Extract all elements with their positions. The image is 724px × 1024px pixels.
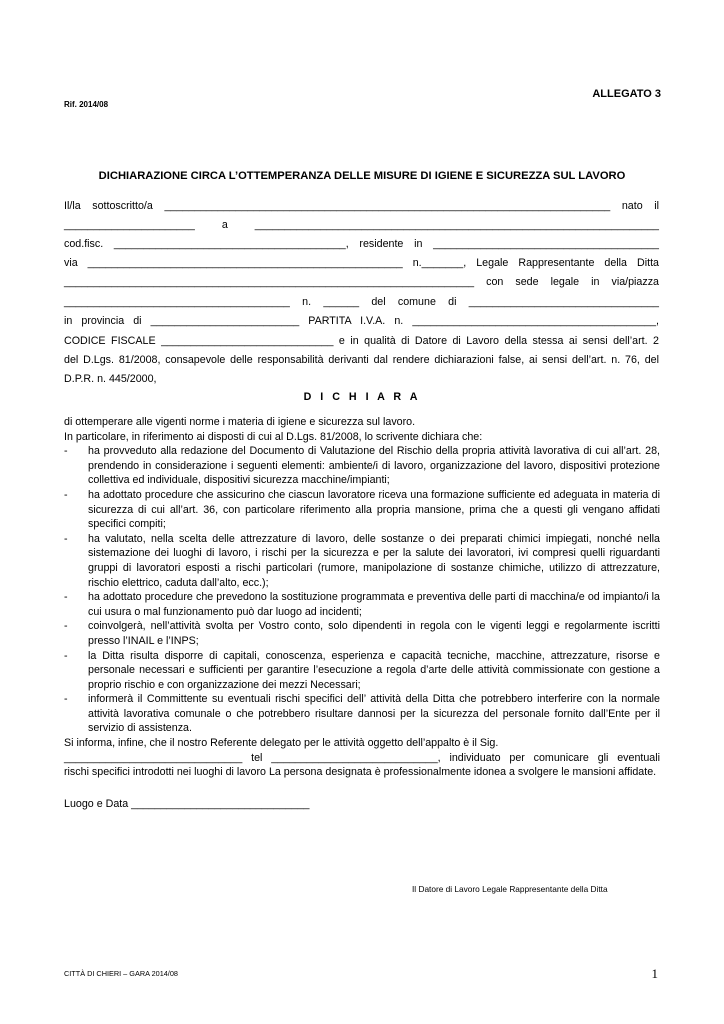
luogo-data-line: Luogo e Data ______________________________ — [64, 797, 310, 810]
bullet-text: la Ditta risulta disporre di capitali, conoscenza, esperienza e capacità tecniche, macchine, attrezzature, risorse e personale necessari e sufficienti per garantire l’esecuzione a regola d’arte delle attività commissionate con gestione a proprio rischio e con organizzazione dei mezzi Necessari; — [88, 649, 660, 691]
closing-line: ______________________________ tel ____________________________, individuato per comunicare gli eventuali — [64, 751, 660, 764]
document-title: DICHIARAZIONE CIRCA L’OTTEMPERANZA DELLE MISURE DI IGIENE E SICUREZZA SUL LAVORO — [98, 170, 626, 182]
declaration-bullet: - ha provveduto alla redazione del Documento di Valutazione del Rischio della propria attività lavorativa di cui all’art. 28, prendendo in considerazione i seguenti elementi: ambiente/i di lavoro, organizzazione del lavoro, dispositivi protezione collettiva ed individuale, dispositivi sicurezza macchine/impianti; — [64, 445, 660, 487]
declaration-bullet: - ha valutato, nella scelta delle attrezzature di lavoro, delle sostanze o dei preparati chimici impiegati, nonché nella sistemazione dei luoghi di lavoro, i rischi per la sicurezza e per la salute dei lavoratori, ivi compresi quelli riguardanti gruppi di lavoratori esposti a rischi particolari (rumore, manipolazione di sostanze chimiche, utilizzo di attrezzature, rischio elettrico, caduta dall’alto, ecc.); — [64, 532, 660, 589]
form-line: D.P.R. n. 445/2000, — [64, 373, 157, 385]
bullet-text: informerà il Committente su eventuali rischi specifici dell’ attività della Ditta che potrebbero interferire con la normale attività lavorativa comunale o che potrebbero risultare dannosi per la sicurezza del personale fornito dall’Ente per il servizio di assistenza. — [88, 693, 660, 735]
allegato-label: ALLEGATO 3 — [592, 88, 661, 100]
closing-line: Si informa, infine, che il nostro Referente delegato per le attività oggetto dell’appalto è il Sig. — [64, 737, 499, 750]
intro-line: di ottemperare alle vigenti norme i materia di igiene e sicurezza sul lavoro. — [64, 416, 416, 428]
closing-line: rischi specifici introdotti nei luoghi di lavoro La persona designata è professionalmente idonea a svolgere le mansioni affidate. — [64, 766, 657, 779]
dichiara-heading: D I C H I A R A — [303, 391, 421, 403]
intro-line: In particolare, in riferimento ai disposti di cui al D.Lgs. 81/2008, lo scrivente dichiara che: — [64, 430, 483, 443]
declaration-bullet: - la Ditta risulta disporre di capitali, conoscenza, esperienza e capacità tecniche, macchine, attrezzature, risorse e personale necessari e sufficienti per garantire l’esecuzione a regola d’arte delle attività commissionate con gestione a proprio rischio e con organizzazione dei mezzi Necessari; — [64, 649, 660, 691]
bullet-text: ha adottato procedure che assicurino che ciascun lavoratore riceva una formazione sufficiente ed adeguata in materia di sicurezza di cui all’art. 36, con particolare riferimento alla propria mansione, prima che a questi gli vengano affidati specifici compiti; — [88, 488, 660, 531]
declaration-bullet: - ha adottato procedure che assicurino che ciascun lavoratore riceva una formazione sufficiente ed adeguata in materia di sicurezza di cui all’art. 36, con particolare riferimento alla propria mansione, prima che a questi gli vengano affidati specifici compiti; — [64, 488, 660, 531]
reference-number: Rif. 2014/08 — [64, 100, 109, 109]
bullet-text: ha provveduto alla redazione del Documento di Valutazione del Rischio della propria attività lavorativa di cui all’art. 28, prendendo in considerazione i seguenti elementi: ambiente/i di lavoro, organizzazione del lavoro, dispositivi protezione collettiva ed individuale, dispositivi sicurezza macchine/impianti; — [88, 445, 660, 487]
page-number: 1 — [651, 966, 658, 981]
bullet-text: coinvolgerà, nell’attività svolta per Vostro conto, solo dipendenti in regola con le vigenti leggi e regolarmente iscritti presso l’INAIL e l’INPS; — [88, 620, 660, 647]
bullet-text: ha valutato, nella scelta delle attrezzature di lavoro, delle sostanze o dei preparati chimici impiegati, nonché nella sistemazione dei luoghi di lavoro, i rischi per la sicurezza e per la salute dei lavoratori, ivi compresi quelli riguardanti gruppi di lavoratori esposti a rischi particolari (rumore, manipolazione di sostanze chimiche, utilizzo di attrezzature, rischio elettrico, caduta dall’alto, ecc.); — [88, 532, 660, 589]
form-line: CODICE FISCALE _____________________________ e in qualità di Datore di Lavoro della stessa ai sensi dell’art. 2 — [64, 335, 659, 347]
footer-text: CITTÀ DI CHIERI – GARA 2014/08 — [64, 969, 178, 978]
form-line: del D.Lgs. 81/2008, consapevole delle responsabilità derivanti dal rendere dichiarazioni false, ai sensi dell’art. n. 76, del — [64, 354, 659, 366]
form-line: ______________________________________ n. ______ del comune di ________________________________ — [64, 296, 659, 308]
form-line: Il/la sottoscritto/a ___________________________________________________________________________ nato il — [64, 200, 659, 212]
form-line: in provincia di _________________________ PARTITA I.V.A. n. _________________________________________, — [64, 315, 659, 327]
form-line: cod.fisc. _______________________________________, residente in ______________________________________ — [64, 238, 659, 250]
form-line: ______________________ a ____________________________________________________________________ — [64, 219, 659, 231]
declaration-bullet: - ha adottato procedure che prevedono la sostituzione programmata e preventiva delle parti di macchina/e od impianto/i la cui usura o mal funzionamento può dar luogo ad incidenti; — [64, 591, 660, 618]
form-line: via _____________________________________________________ n._______, Legale Rappresentante della Ditta — [64, 257, 659, 269]
declaration-bullet: - coinvolgerà, nell’attività svolta per Vostro conto, solo dipendenti in regola con le vigenti leggi e regolarmente iscritti presso l’INAIL e l’INPS; — [64, 620, 660, 647]
declaration-body — [64, 415, 660, 811]
signature-caption: Il Datore di Lavoro Legale Rappresentante della Ditta — [412, 884, 608, 894]
declaration-bullet: - informerà il Committente su eventuali rischi specifici dell’ attività della Ditta che potrebbero interferire con la normale attività lavorativa comunale o che potrebbero risultare dannosi per la sicurezza del personale fornito dall’Ente per il servizio di assistenza. — [64, 693, 660, 735]
bullet-text: ha adottato procedure che prevedono la sostituzione programmata e preventiva delle parti di macchina/e od impianto/i la cui usura o mal funzionamento può dar luogo ad incidenti; — [88, 591, 660, 618]
form-line: _____________________________________________________________________ con sede legale in via/piazza — [64, 276, 659, 288]
